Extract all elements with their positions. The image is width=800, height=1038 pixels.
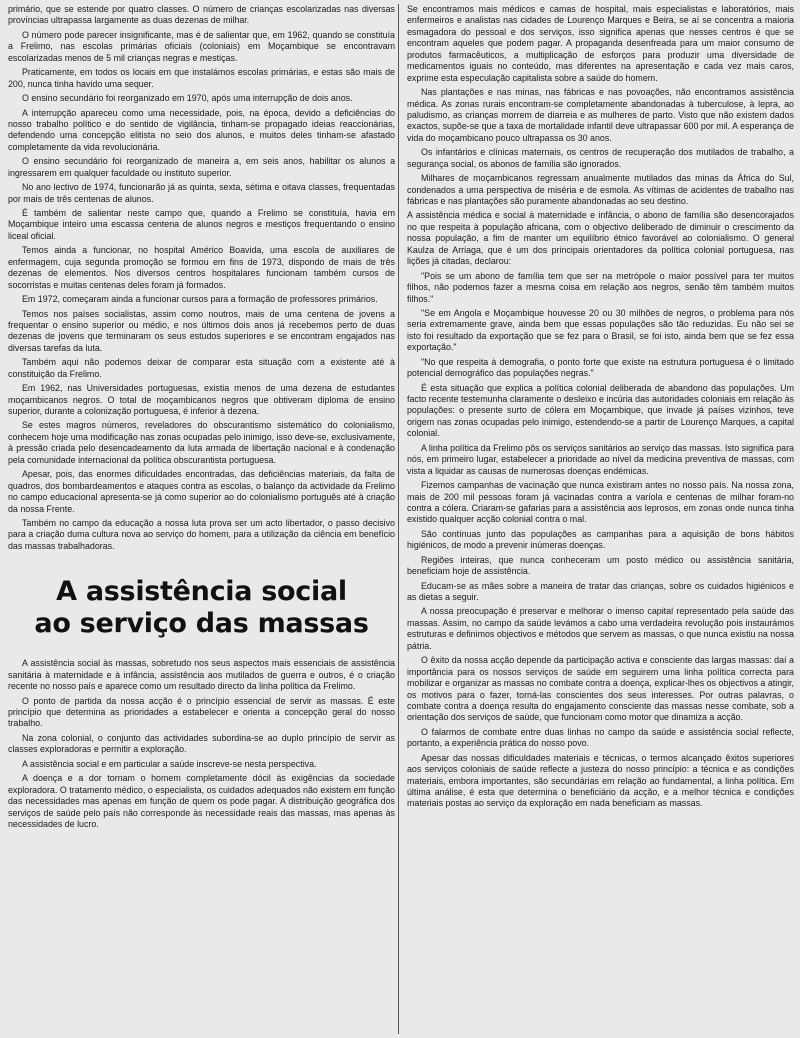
left-column-text-top xyxy=(8,4,395,552)
paragraph: Se estes magros números, reveladores do obscurantismo sistemático do colonialismo, conhecem hoje uma modificação nas zonas ocupadas pelo inimigo, isso deve-se, exclusivamente, à pressão criada pelo desencadeamento da luta armada de libertação nacional e à condenação pela comunidade internacional da política obscurantista portuguesa. xyxy=(8,420,395,465)
paragraph: A interrupção apareceu como uma necessidade, pois, na época, devido a deficiências do nosso trabalho político e do sentido de vigilância, tinham-se propagado ideias reaccionárias, defendendo uma concepção elitista no seio dos alunos, e muitos deles tinham-se afastado completamente da vida revolucionária. xyxy=(8,107,395,152)
paragraph: Regiões inteiras, que nunca conheceram um posto médico ou assistência sanitária, beneficiam hoje de assistência. xyxy=(407,554,794,577)
paragraph: primário, que se estende por quatro classes. O número de crianças escolarizadas nas diversas províncias ultrapassa largamente as duas dezenas de milhar. xyxy=(8,4,395,26)
paragraph: O ensino secundário foi reorganizado em 1970, após uma interrupção de dois anos. xyxy=(22,93,353,104)
paragraph: Temos ainda a funcionar, no hospital Américo Boavida, uma escola de auxiliares de enfermagem, cuja segunda promoção se formou em fins de 1973, dispondo de mais de três dezenas de elementos. Nos diversos centros hospitalares funcionam também cursos de socorristas e muitas centenas deles foram já formados. xyxy=(8,245,395,290)
right-column xyxy=(407,4,794,1038)
paragraph: Educam-se as mães sobre a maneira de tratar das crianças, sobre os cuidados higiénicos e as dietas a seguir. xyxy=(407,580,794,602)
left-column xyxy=(8,4,395,1038)
headline-line-1: A assistência social xyxy=(56,576,347,608)
paragraph: Apesar, pois, das enormes dificuldades encontradas, das deficiências materiais, da falta de quadros, dos bombardeamentos e ataques contra as escolas, o balanço da actividade da Frelimo no campo educacional apresenta-se já como superior ao do colonialismo português até à criação da nossa Frente. xyxy=(8,469,395,514)
left-column-text-bottom xyxy=(8,658,395,830)
paragraph: A assistência social e em particular a saúde inscreve-se nesta perspectiva. xyxy=(22,758,317,769)
paragraph: Também aqui não podemos deixar de comparar esta situação com a existente até à constituição da Frelimo. xyxy=(8,357,395,379)
paragraph: Apesar das nossas dificuldades materiais e técnicas, o termos alcançado êxitos superiores aos serviços coloniais de saúde reflecte a justeza do nosso princípio: a técnica e as condições materiais, embora importantes, são secundárias em relação ao fundamental, a linha política. Em última análise, é esta que determina o beneficiário da acção, e a melhor técnica e condições materiais postas ao serviço da exploração em nada beneficiam as massas. xyxy=(407,752,794,809)
paragraph: A assistência social às massas, sobretudo nos seus aspectos mais essenciais de assistência sanitária à maternidade e à infância, assistência aos mutilados de guerra e outros, é o criação recente no nosso país e aparece como um resultado directo da linha política da Frelimo. xyxy=(8,658,395,692)
paragraph: O ensino secundário foi reorganizado de maneira a, em seis anos, habilitar os alunos a ingressarem em qualquer faculdade ou instituto superior. xyxy=(8,156,395,178)
section-headline xyxy=(8,576,395,640)
paragraph: O falarmos de combate entre duas linhas no campo da saúde e assistência social reflecte, portanto, a experiência prática do nosso povo. xyxy=(407,726,794,749)
paragraph: "Pois se um abono de família tem que ser na metrópole o maior possível para ter muitos filhos, não podemos fazer a mesma coisa em relação aos negros, senão têm também muitos filhos." xyxy=(407,270,794,304)
column-divider xyxy=(398,4,399,1034)
paragraph: Milhares de moçambicanos regressam anualmente mutilados das minas da África do Sul, condenados a uma perspectiva de miséria e de esmola. As vítimas de acidentes de trabalho nas fábricas e nas plantações são puramente abandonadas ao seu destino. xyxy=(407,173,794,206)
paragraph: Os infantários e clínicas maternais, os centros de recuperação dos mutilados de trabalho, a segurança social, os abonos de família são ignorados. xyxy=(407,147,794,169)
paragraph: A linha política da Frelimo pôs os serviços sanitários ao serviço das massas. Isto significa para nós, em primeiro lugar, estabelecer a prioridade ao nível da medicina preventiva de massas, com vista a liquidar as causas de numerosas doenças endémicas. xyxy=(407,442,794,476)
paragraph: Em 1972, começaram ainda a funcionar cursos para a formação de professores primários. xyxy=(22,294,378,305)
paragraph: Fizemos campanhas de vacinação que nunca existiram antes no nosso país. Na nossa zona, mais de 200 mil pessoas foram já vacinadas contra a varíola e centenas de milhar foram-no contra a cólera. Criaram-se gafarias para a assistência aos leprosos, em zonas onde nunca tinha existido qualquer acção colonial contra o mal. xyxy=(407,480,794,525)
paragraph: O ponto de partida da nossa acção é o princípio essencial de servir as massas. É este princípio que determina as prioridades a estabelecer e orienta a concepção geral do nosso trabalho. xyxy=(8,695,395,729)
headline-line-2: ao serviço das massas xyxy=(34,608,369,640)
paragraph: Também no campo da educação a nossa luta prova ser um acto libertador, o passo decisivo para a criação duma cultura nova ao serviço do homem, para a utilização da ciência em benefício das massas trabalhadoras. xyxy=(8,517,395,551)
paragraph: Temos nos países socialistas, assim como noutros, mais de uma centena de jovens a frequentar o ensino superior ou médio, e nos últimos dois anos já recebemos perto de duas dezenas de jovens que terminaram os seus estudos superiores e se encontram engajados nas diversas tarefas da luta. xyxy=(8,308,395,353)
paragraph: É também de salientar neste campo que, quando a Frelimo se constituía, havia em Moçambique inteiro uma escassa centena de alunos negros e mestiços frequentando o ensino liceal oficial. xyxy=(8,208,395,241)
paragraph: É esta situação que explica a política colonial deliberada de abandono das populações. Um facto recente testemunha claramente o desleixo e incúria das autoridades coloniais em relação às populações: o presente surto de cólera em Moçambique, que invade já países vizinhos, teve origem nas zonas ocupadas pelo inimigo, estendendo-se a partir de Lourenço Marques, a capital colonial. xyxy=(407,382,794,439)
paragraph: O número pode parecer insignificante, mas é de salientar que, em 1962, quando se constituía a Frelimo, nas escolas primárias oficiais (coloniais) em Moçambique se encontravam escolarizadas menos de 5 mil crianças negras e mestiças. xyxy=(8,29,395,63)
paragraph: No ano lectivo de 1974, funcionarão já as quinta, sexta, sétima e oitava classes, frequentadas por mais de três centenas de alunos. xyxy=(8,182,395,204)
paragraph: A doença e a dor tornam o homem completamente dócil às exigências da sociedade exploradora. O tratamento médico, o especialista, os cuidados adequados não existem em função das necessidades mas apenas em função de quem os pode pagar. A distribuição geográfica dos serviços de saúde pelo país não corresponde às necessidade reais das massas, mas apenas às necessidades de lucro. xyxy=(8,773,395,829)
paragraph: A nossa preocupação é preservar e melhorar o imenso capital representado pela saúde das massas. Assim, no campo da saúde levámos a cabo uma verdadeira revolução pois instaurámos estruturas e definimos objectivos e métodos que servem as massas, o que nunca existiu na nossa pátria. xyxy=(407,606,794,651)
paragraph: Na zona colonial, o conjunto das actividades subordina-se ao duplo princípio de servir as classes exploradoras e permitir a exploração. xyxy=(8,732,395,755)
paragraph: A assistência médica e social à maternidade e infância, o abono de família são desencorajados no que respeita à população africana, com o objectivo deliberado de diminuir o crescimento da nossa população, a fim de manter um equilíbrio étnico favorável ao colonialismo. O general Kaulza de Arriaga, que é um dos principais orientadores da política colonial portuguesa, nas lições já citadas, declarou: xyxy=(407,210,794,267)
paragraph: Em 1962, nas Universidades portuguesas, existia menos de uma dezena de estudantes moçambicanos negros. O total de moçambicanos negros que obtiveram diploma de ensino superior, durante a colonização portuguesa, é inferior à dezena. xyxy=(8,383,395,416)
paragraph: "No que respeita à demografia, o ponto forte que existe na estrutura portuguesa é o limitado potencial demográfico das populações negras." xyxy=(407,356,794,379)
paragraph: São contínuas junto das populações as campanhas para a aquisição de bons hábitos higiénicos, de modo a prevenir inúmeras doenças. xyxy=(407,528,794,551)
paragraph: Nas plantações e nas minas, nas fábricas e nas povoações, não encontramos assistência médica. As zonas rurais encontram-se completamente abandonadas à tuberculose, à lepra, ao paludismo, as crianças morrem de diarreia e as mulheres de parto. Visto que não existem dados exactos, supõe-se que a taxa de mortalidade infantil deve ultrapassar 600 por mil. A esperança de vida do moçambicano pouco ultrapassa os 30 anos. xyxy=(407,87,794,143)
paragraph: O êxito da nossa acção depende da participação activa e consciente das largas massas: daí a importância para os nossos serviços de saúde em seguirem uma linha política correcta para mobilizar e organizar as massas no combate contra a doença, explicar-lhes os objectivos a atingir, os motivos para o fazer, torná-las conscientes dos seus interesses. Por outras palavras, o combate contra a doença resulta do engajamento consciente das massas nesse combate, sob a orientação dos serviços de saúde, que funcionam como motor que dinamiza a acção. xyxy=(407,655,794,723)
paragraph: "Se em Angola e Moçambique houvesse 20 ou 30 milhões de negros, o problema para nós seria extremamente grave, ainda bem que essas populações são tão reduzidas. Eu não sei se isto foi resultado da exportação que se fez para o Brasil, se foi isto, ainda bem que se fez essa exportação." xyxy=(407,307,794,353)
paragraph: Se encontramos mais médicos e camas de hospital, mais especialistas e laboratórios, mais enfermeiros e analistas nas cidades de Lourenço Marques e Beira, se aí se concentra a maioria esmagadora do pessoal e dos serviços, isso significa apenas que nesses centros é que se encontram aqueles que podem pagar. A propaganda desenfreada para um maior consumo de produtos farmacêuticos, a multiplicação de esforços para produzir uma diversidade de medicamentos iguais no conteúdo, mas diferentes na apresentação e cada vez mais caros, exprime esta especulação capitalista sobre a saúde do homem. xyxy=(407,4,794,83)
paragraph: Praticamente, em todos os locais em que instalámos escolas primárias, e estas são mais de 200, nunca tinha havido uma sequer. xyxy=(8,67,395,89)
